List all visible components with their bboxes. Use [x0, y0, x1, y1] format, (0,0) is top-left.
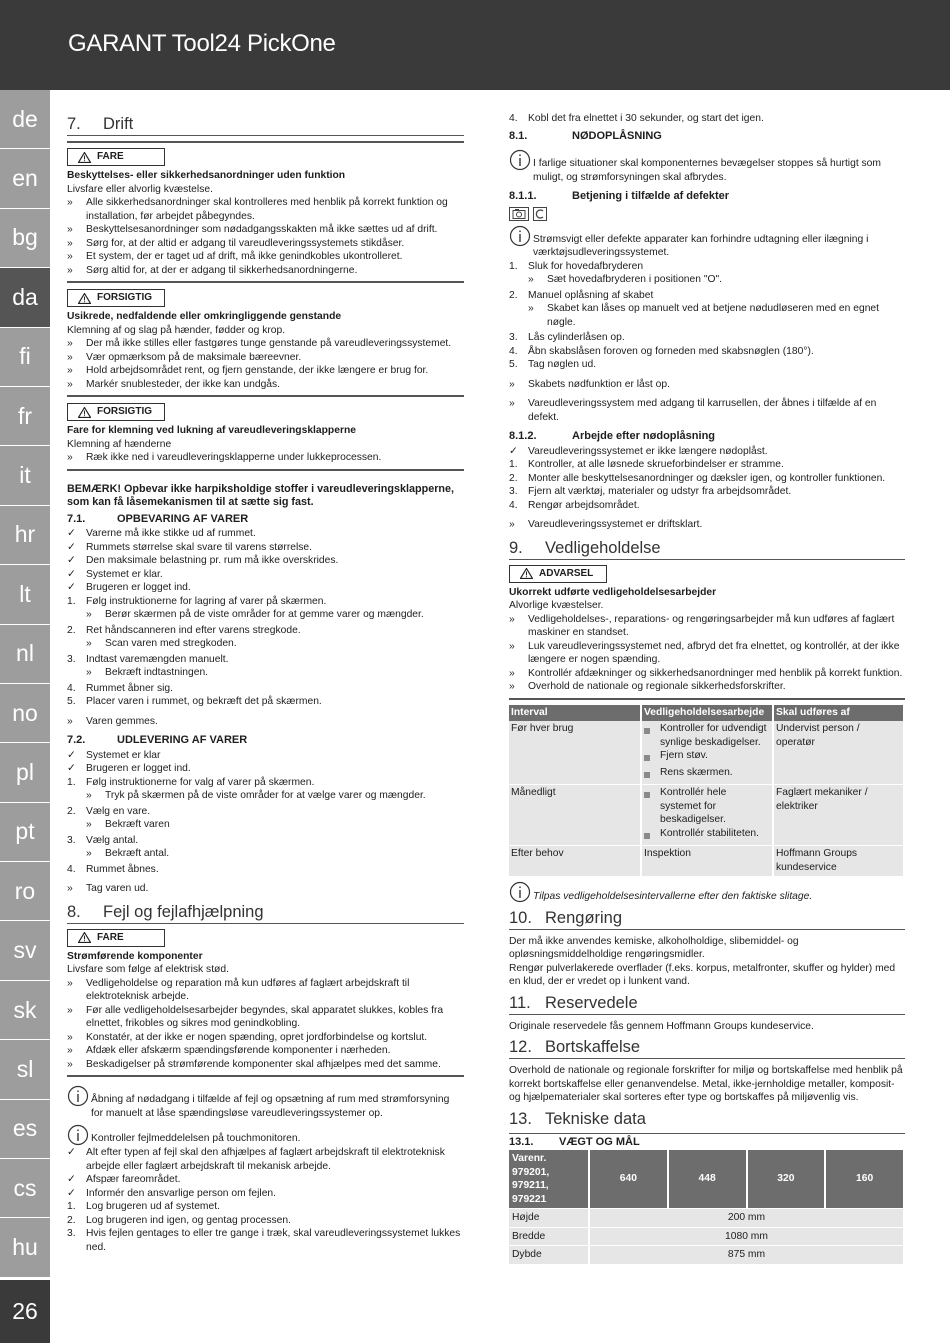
task-item: Fjern støv.: [644, 749, 770, 766]
result-line: » Tag varen ud.: [67, 883, 149, 894]
task-item: Rens skærmen.: [644, 766, 770, 783]
list-item: ✓ Brugeren er logget ind.: [67, 582, 191, 593]
step-item: 2. Ret håndscanneren ind efter varens stregkode.: [67, 624, 301, 636]
list-item: » Kontrollér afdækninger og sikkerhedsanordninger med henblik på korrekt funktion.: [509, 667, 903, 679]
info-icon: [509, 149, 531, 171]
list-item: » Vær opmærksom på de maksimale bæreevner.: [67, 351, 302, 363]
divider: [67, 281, 464, 283]
tool-icons: [509, 207, 905, 221]
step-item: 1. Log brugeren ud af systemet.: [67, 1201, 220, 1212]
step-item: 4. Kobl det fra elnettet i 30 sekunder, og start det igen.: [509, 113, 764, 124]
warning-title: Ukorrekt udførte vedligeholdelsesarbejder: [509, 586, 717, 598]
page-number: 26: [0, 1280, 50, 1343]
step-item: 1. Følg instruktionerne for valg af varer på skærmen.: [67, 776, 315, 788]
list-item: » Beskadigelser på strømførende komponenter skal afhjælpes med det samme.: [67, 1058, 441, 1070]
step-item: 5. Placer varen i rummet, og bekræft det på skærmen.: [67, 696, 322, 707]
language-tab-sv[interactable]: sv: [0, 921, 50, 980]
steps-list: [509, 458, 905, 512]
step-item: 4. Rummet åbner sig.: [67, 682, 173, 694]
step-item: 1. Sluk for hovedafbryderen: [509, 260, 644, 272]
table-row: Højde 200 mm: [509, 1209, 904, 1228]
warning-subtitle: Alvorlige kvæstelser.: [509, 600, 604, 611]
language-tab-sl[interactable]: sl: [0, 1040, 50, 1099]
step-result: » Sæt hovedafbryderen i positionen "O".: [528, 274, 723, 285]
list-item: ✓ Informér den ansvarlige person om fejlen.: [67, 1187, 277, 1199]
step-item: 2. Manuel oplåsning af skabet: [509, 289, 654, 301]
list-item: ✓ Afspær fareområdet.: [67, 1174, 181, 1185]
table-row: Månedligt Kontrollér hele systemet for beskadigelser. Kontrollér stabiliteten. Faglært mekaniker / elektriker: [509, 785, 904, 846]
info-icon: [67, 1085, 89, 1107]
warning-list: [67, 451, 464, 465]
warning-list: [67, 196, 464, 277]
language-tab-bg[interactable]: bg: [0, 209, 50, 268]
info-note: Tilpas vedligeholdelsesintervallerne efter den faktiske slitage.: [509, 883, 905, 904]
list-item: » Før alle vedligeholdelsesarbejder begyndes, skal apparatet slukkes, kobles fra elnettet, frikobles og sikres mod genindkobling.: [67, 1004, 444, 1029]
list-item: » Ræk ikke ned i vareudleveringsklapperne under lukkeprocessen.: [67, 452, 382, 463]
result-line: » Vareudleveringssystemet er driftsklart.: [509, 519, 703, 530]
list-item: » Beskyttelsesanordninger som nødadgangsskakten må ikke sættes ud af drift.: [67, 224, 438, 235]
table-row: Bredde 1080 mm: [509, 1227, 904, 1246]
note-text: BEMÆRK! Opbevar ikke harpiksholdige stoffer i vareudleveringsklapperne, som kan få låsemekanismen til at sætte sig fast.: [67, 482, 455, 508]
list-item: » Overhold de nationale og regionale sikkerhedsforskrifter.: [509, 681, 786, 692]
step-item: 4. Rummet åbnes.: [67, 863, 159, 875]
warning-label: FARE: [67, 929, 165, 947]
warning-block: [67, 929, 464, 1072]
result-line: » Varen gemmes.: [67, 715, 158, 727]
list-item: » Hold arbejdsområdet rent, og fjern genstande, der ikke længere er brug for.: [67, 365, 429, 376]
warning-title: Strømførende komponenter: [67, 950, 203, 962]
warning-icon: [78, 407, 91, 418]
language-tab-en[interactable]: en: [0, 149, 50, 208]
step-item: 3. Indtast varemængden manuelt.: [67, 653, 229, 665]
warning-icon: [520, 568, 533, 579]
list-item: ✓ Systemet er klar: [67, 749, 161, 761]
language-tab-cs[interactable]: cs: [0, 1159, 50, 1218]
table-row: Før hver brug Kontroller for udvendigt synlige beskadigelser. Fjern støv. Rens skærmen. Undervist person / operatør: [509, 721, 904, 785]
list-item: ✓ Vareudleveringssystemet er ikke længere nødoplåst.: [509, 445, 768, 457]
step-result: » Skabet kan låses op manuelt ved at betjene nødudløseren med en egnet nøgle.: [528, 303, 880, 328]
language-tab-da[interactable]: da: [0, 268, 50, 327]
section-heading: 7. Drift: [67, 114, 464, 136]
camera-icon: [509, 207, 529, 221]
warning-subtitle: Livsfare som følge af elektrisk stød.: [67, 964, 229, 975]
step-item: 4. Åbn skabslåsen foroven og forneden med skabsnøglen (180°).: [509, 345, 814, 357]
dimensions-table: [509, 1150, 905, 1265]
divider: [509, 698, 905, 700]
section-heading: 12. Bortskaffelse: [509, 1037, 905, 1059]
section-heading: 9. Vedligeholdelse: [509, 538, 905, 560]
language-tab-it[interactable]: it: [0, 446, 50, 505]
info-note: Strømsvigt eller defekte apparater kan forhindre udtagning eller ilægning i værktøjsudleveringssystemet.: [509, 227, 905, 260]
divider: [67, 1075, 464, 1077]
table-header: Interval: [509, 705, 641, 722]
list-item: ✓ Brugeren er logget ind.: [67, 763, 191, 774]
table-row: Dybde 875 mm: [509, 1246, 904, 1265]
language-tab-de[interactable]: de: [0, 90, 50, 149]
warning-block: [509, 565, 905, 694]
left-column: [67, 112, 464, 1254]
language-tab-nl[interactable]: nl: [0, 625, 50, 684]
step-item: 2. Monter alle beskyttelsesanordninger og dæksler igen, og kontroller funktionen.: [509, 472, 886, 484]
language-tab-no[interactable]: no: [0, 684, 50, 743]
step-result: » Bekræft antal.: [86, 848, 170, 859]
list-item: » Luk vareudleveringssystemet ned, afbryd det fra elnettet, og kontrollér, at der ikke længere er nogen spænding.: [509, 640, 900, 665]
language-tab-es[interactable]: es: [0, 1100, 50, 1159]
list-item: » Sørg for, at der altid er adgang til vareudleveringssystemets stikdåser.: [67, 237, 405, 249]
step-result: » Bekræft varen: [86, 819, 170, 830]
table-header: Vedligeholdelsesarbejde: [641, 705, 773, 722]
step-item: 1. Følg instruktionerne for lagring af varer på skærmen.: [67, 595, 327, 607]
warning-title: Usikrede, nedfaldende eller omkringliggende genstande: [67, 311, 342, 322]
warning-icon: [78, 152, 91, 163]
language-tab-ro[interactable]: ro: [0, 862, 50, 921]
step-item: 2. Log brugeren ind igen, og gentag processen.: [67, 1214, 291, 1226]
steps-list: [509, 260, 905, 372]
section-heading: 11. Reservedele: [509, 993, 905, 1015]
step-result: » Berør skærmen på de viste områder for at gemme varer og mængder.: [86, 609, 424, 620]
subsection-heading: 8.1. NØDOPLÅSNING: [509, 129, 662, 142]
section-heading: 10. Rengøring: [509, 908, 905, 930]
language-tab-sk[interactable]: sk: [0, 981, 50, 1040]
list-item: » Alle sikkerhedsanordninger skal kontrolleres med henblik på korrekt funktion og installation, før arbejdet påbegyndes.: [67, 197, 448, 222]
paragraph: Originale reservedele fås gennem Hoffmann Groups kundeservice.: [509, 1020, 814, 1032]
list-item: » Et system, der er taget ud af drift, må ikke genindkobles ukontrolleret.: [67, 251, 403, 262]
step-item: 1. Kontroller, at alle løsnede skrueforbindelser er stramme.: [509, 459, 784, 470]
warning-subtitle: Klemning af og slag på hænder, fødder og krop.: [67, 324, 286, 336]
warning-label: FORSIGTIG: [67, 289, 165, 307]
table-row: Efter behov Inspektion Hoffmann Groups kundeservice: [509, 846, 904, 877]
table-header: Skal udføres af: [773, 705, 904, 722]
language-tab-fi[interactable]: fi: [0, 328, 50, 387]
requirements-list: [509, 445, 905, 459]
language-tab-lt[interactable]: lt: [0, 565, 50, 624]
list-item: ✓ Varerne må ikke stikke ud af rummet.: [67, 528, 256, 539]
warning-icon: [78, 932, 91, 943]
warning-list: [67, 977, 464, 1072]
subsection-heading: 8.1.1. Betjening i tilfælde af defekter: [509, 190, 730, 202]
warning-list: [509, 613, 905, 694]
warning-list: [67, 337, 464, 391]
language-sidebar: [0, 90, 50, 1278]
warning-label: FORSIGTIG: [67, 403, 165, 421]
warning-subtitle: Klemning af hænderne: [67, 438, 172, 450]
requirements-list: [67, 749, 464, 776]
list-item: ✓ Systemet er klar.: [67, 568, 163, 580]
key-icon: [533, 207, 547, 221]
step-item: 4. Rengør arbejdsområdet.: [509, 499, 640, 511]
list-item: » Vedligeholdelses-, reparations- og rengøringsarbejder må kun udføres af faglært maskiner en standset.: [509, 613, 895, 638]
warning-title: Beskyttelses- eller sikkerhedsanordninger uden funktion: [67, 170, 346, 181]
section-heading: 8. Fejl og fejlafhjælpning: [67, 902, 464, 924]
section-heading: 13. Tekniske data: [509, 1109, 646, 1128]
language-tab-pt[interactable]: pt: [0, 803, 50, 862]
paragraph: Der må ikke anvendes kemiske, alkoholholdige, slibemiddel- og opløsningsmiddelholdige rengøringsmidler.: [509, 935, 799, 960]
divider: [67, 469, 464, 471]
subsection-heading: 8.1.2. Arbejde efter nødoplåsning: [509, 430, 716, 442]
steps-list: [67, 1200, 464, 1254]
subsection-heading: 13.1. VÆGT OG MÅL: [509, 1133, 905, 1150]
requirements-list: [67, 1146, 464, 1200]
list-item: » Afdæk eller afskærm spændingsførende komponenter i nærheden.: [67, 1045, 391, 1056]
result-list: [509, 378, 905, 425]
info-note: Kontroller fejlmeddelelsen på touchmonitoren.: [67, 1126, 464, 1146]
table-header-row: Varenr. 979201, 979211, 979221 640 448 320 160: [509, 1150, 904, 1209]
document-title: GARANT Tool24 PickOne: [68, 30, 336, 57]
list-item: » Markér snublesteder, der ikke kan undgås.: [67, 378, 281, 390]
list-item: » Sørg altid for, at der er adgang til sikkerhedsanordningerne.: [67, 264, 358, 276]
step-item: 3. Vælg antal.: [67, 834, 139, 846]
subsection-heading: 7.2. UDLEVERING AF VARER: [67, 734, 248, 746]
divider: [67, 395, 464, 397]
warning-label: FARE: [67, 148, 165, 166]
step-result: » Bekræft indtastningen.: [86, 667, 209, 678]
list-item: » Skabets nødfunktion er låst op.: [509, 378, 670, 390]
page-header: [0, 0, 950, 90]
language-tab-hr[interactable]: hr: [0, 506, 50, 565]
info-note: I farlige situationer skal komponenternes bevægelser stoppes så hurtigt som muligt, og strømforsyningen skal afbrydes.: [509, 151, 905, 184]
warning-title: Fare for klemning ved lukning af vareudleveringsklapperne: [67, 425, 356, 436]
list-item: » Vareudleveringssystem med adgang til karrusellen, der åbnes i tilfælde af en defekt.: [509, 398, 877, 423]
list-item: ✓ Rummets størrelse skal svare til varens størrelse.: [67, 541, 313, 553]
step-item: 5. Tag nøglen ud.: [509, 359, 597, 370]
subsection-heading: 7.1. OPBEVARING AF VARER: [67, 512, 249, 525]
steps-list: [67, 595, 464, 709]
list-item: » Der må ikke stilles eller fastgøres tunge genstande på vareudleveringssystemet.: [67, 338, 452, 349]
list-item: » Vedligeholdelse og reparation må kun udføres af faglært arbejdskraft til elektroteknisk arbejde.: [67, 977, 410, 1002]
warning-block: [67, 403, 464, 465]
list-item: ✓ Alt efter typen af fejl skal den afhjælpes af faglært arbejdskraft til elektroteknisk arbejde eller faglært arbejdskraft til mekanisk arbejde.: [67, 1147, 445, 1172]
warning-block: [67, 289, 464, 391]
list-item: ✓ Den maksimale belastning pr. rum må ikke overskrides.: [67, 555, 339, 566]
steps-list: [67, 776, 464, 877]
info-icon: [67, 1124, 89, 1146]
step-item: 2. Vælg en vare.: [67, 805, 151, 817]
list-item: » Konstatér, at der ikke er nogen spænding, opret jordforbindelse og kortslut.: [67, 1031, 428, 1043]
step-result: » Scan varen med stregkoden.: [86, 638, 237, 649]
warning-block: [67, 141, 464, 277]
step-item: 3. Lås cylinderlåsen op.: [509, 332, 625, 343]
step-item: 3. Hvis fejlen gentages to eller tre gange i træk, skal vareudleveringssystemet lukkes ned.: [67, 1228, 461, 1253]
task-item: Kontrollér stabiliteten.: [644, 827, 770, 844]
warning-label: ADVARSEL: [509, 565, 607, 583]
task-item: Kontroller for udvendigt synlige beskadigelser.: [644, 722, 770, 749]
paragraph: Rengør pulverlakerede overflader (f.eks. korpus, metalfronter, skuffer og hylder) med en klud, der er vredet op i lunkent vand.: [509, 962, 896, 987]
info-icon: [509, 881, 531, 903]
paragraph: Overhold de nationale og regionale forskrifter for miljø og bortskaffelse med henblik på korrekt bortskaffelse eller genanvendelse. Metal, ikke-jernholdige metaller, komposit- og hjælpematerialer skal sorteres efter type og bortskaffes på miljøvenlig vis.: [509, 1065, 903, 1103]
warning-icon: [78, 293, 91, 304]
warning-subtitle: Livsfare eller alvorlig kvæstelse.: [67, 183, 213, 195]
task-item: Kontrollér hele systemet for beskadigelser.: [644, 786, 770, 827]
info-note: Åbning af nødadgang i tilfælde af fejl og opsætning af rum med strømforsyning for manuelt at låse spændingsløse vareudleveringssystemer op.: [67, 1087, 464, 1120]
language-tab-pl[interactable]: pl: [0, 743, 50, 802]
maintenance-table: [509, 705, 905, 878]
language-tab-fr[interactable]: fr: [0, 387, 50, 446]
step-result: » Tryk på skærmen på de viste områder for at vælge varer og mængder.: [86, 790, 426, 801]
step-item: 3. Fjern alt værktøj, materialer og udstyr fra arbejdsområdet.: [509, 486, 792, 497]
right-column: [509, 112, 905, 1265]
requirements-list: [67, 527, 464, 595]
info-icon: [509, 225, 531, 247]
language-tab-hu[interactable]: hu: [0, 1218, 50, 1277]
